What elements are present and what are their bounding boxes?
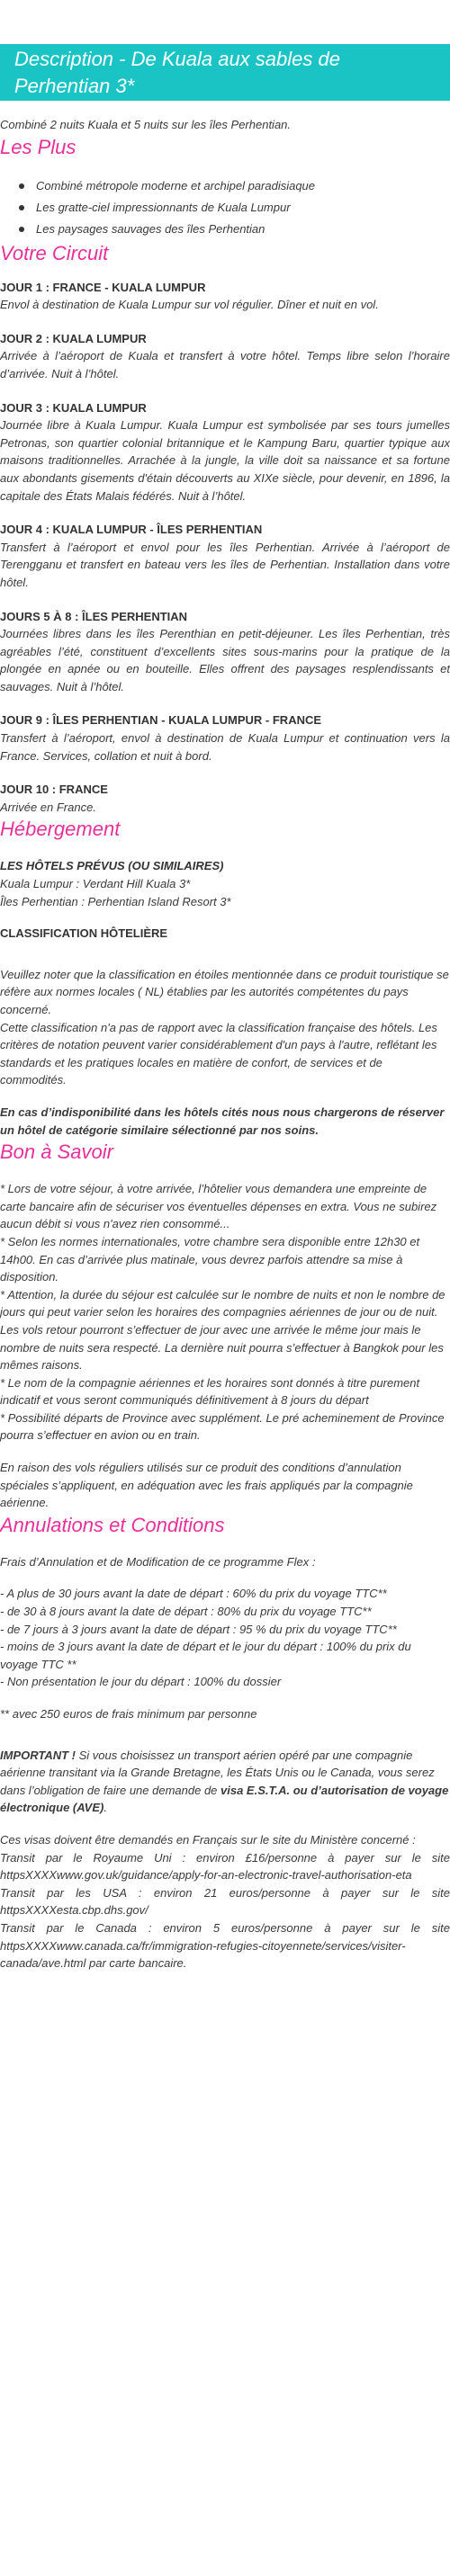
day-block xyxy=(0,711,450,765)
important-note xyxy=(0,1747,450,1817)
list-item: Les gratte-ciel impressionnants de Kuala Lumpur xyxy=(36,197,450,219)
banner-title-line1: Description - De Kuala aux sables de xyxy=(14,47,340,70)
rule-line: - de 30 à 8 jours avant la date de départ : 80% du prix du voyage TTC** xyxy=(0,1605,372,1619)
content xyxy=(0,116,450,1972)
info-line: * Attention, la durée du séjour est calculée sur le nombre de nuits et non le nombre de jours qui peut varier selon les horaires des compagnies aériennes de jour ou de nuit. Les vols retour pourront s’effectuer de jour avec une arrivée le même jour mais le nombre de nuits sera respecté. La dernière nuit pourra s’effectuer à Bangkok pour les mêmes raisons. xyxy=(0,1287,446,1373)
important-end: . xyxy=(104,1801,107,1815)
hotel-kuala: Kuala Lumpur : Verdant Hill Kuala 3* xyxy=(0,877,191,891)
info-line: * Le nom de la compagnie aériennes et les horaires sont donnés à titre purement indicatif et vous seront communiqués définitivement à 8 jours du départ xyxy=(0,1375,420,1408)
section-title-annulations: Annulations et Conditions xyxy=(0,1513,225,1536)
important-text: Si vous choisissez un transport aérien opéré par une compagnie aérienne transitant via la Grande Bretagne, les États Unis ou le Canada, vous serez dans l’obligation de faire une demande de xyxy=(0,1748,435,1797)
visa-usa: Transit par les USA : environ 21 euros/personne à payer sur le site httpsXXXXesta.cbp.dhs.gov/ xyxy=(0,1885,450,1918)
minimum-fee-note: ** avec 250 euros de frais minimum par personne xyxy=(0,1707,257,1721)
hotels-heading: LES HÔTELS PRÉVUS (OU SIMILAIRES) xyxy=(0,859,224,873)
day-block xyxy=(0,330,450,383)
description-banner xyxy=(0,44,450,101)
day-title: JOUR 2 : KUALA LUMPUR xyxy=(0,331,147,345)
day-title: JOUR 10 : FRANCE xyxy=(0,783,108,797)
day-block xyxy=(0,399,450,505)
visa-uk: Transit par le Royaume Uni : environ £16/personne à payer sur le site httpsXXXXwww.gov.uk/guidance/apply-for-an-electronic-travel-authorisation-eta xyxy=(0,1850,450,1883)
day-title: JOUR 4 : KUALA LUMPUR - ÎLES PERHENTIAN xyxy=(0,523,263,537)
classification-paragraph-2: Cette classification n'a pas de rapport avec la classification française des hôtels. Les critères de notation peuvent varier considérablement d'un pays à l'autre, reflétant les standards et les pratiques locales en matière de confort, de services et de commodités. xyxy=(0,1020,437,1087)
unavailability-note: En cas d’indisponibilité dans les hôtels cités nous nous chargerons de réserver un hôtel de catégorie similaire sélectionné par nos soins. xyxy=(0,1105,445,1137)
day-text: Journée libre à Kuala Lumpur. Kuala Lumpur est symbolisée par ses tours jumelles Petronas, son quartier colonial britannique et le Kampung Baru, quartier typique aux maisons traditionnelles. Arrachée à la jungle, la ville doit sa naissance et sa fortune aux abondants gisements d'étain découverts au XIXe siècle, pour devenir, en 1896, la capitale des États Malais fédérés. Nuit à l’hôtel. xyxy=(0,418,450,503)
important-bold: visa E.S.T.A. ou d’autorisation de voyage électronique (AVE) xyxy=(0,1783,449,1815)
section-title-hebergement: Hébergement xyxy=(0,818,121,841)
banner-title-line2: Perhentian 3* xyxy=(14,74,135,97)
plus-list xyxy=(0,175,450,240)
day-block xyxy=(0,279,450,314)
day-title: JOUR 9 : ÎLES PERHENTIAN - KUALA LUMPUR - FRANCE xyxy=(0,713,322,728)
section-title-bon-a-savoir: Bon à Savoir xyxy=(0,1140,113,1164)
hotels-block xyxy=(0,857,450,910)
rule-line: - de 7 jours à 3 jours avant la date de départ : 95 % du prix du voyage TTC** xyxy=(0,1622,397,1636)
important-label: IMPORTANT ! xyxy=(0,1748,76,1762)
bon-a-savoir-closing: En raison des vols réguliers utilisés sur ce produit des conditions d’annulation spéciales s’appliquent, en adéquation avec les frais appliqués par la compagnie aérienne. xyxy=(0,1461,413,1510)
visa-canada: Transit par le Canada : environ 5 euros/personne à payer sur le site httpsXXXXwww.canada.ca/fr/immigration-refugies-citoyennete/services/visiter-canada/ave.html par carte bancaire. xyxy=(0,1920,450,1971)
list-item: Combiné métropole moderne et archipel paradisiaque xyxy=(36,175,450,197)
info-line: * Selon les normes internationales, votre chambre sera disponible entre 12h30 et 14h00. En cas d’arrivée plus matinale, vous devrez parfois attendre sa mise à disposition. xyxy=(0,1234,420,1284)
day-text: Transfert à l’aéroport et envol pour les îles Perhentian. Arrivée à l’aéroport de Terengganu et transfert en bateau vers les îles de Perhentian. Installation dans votre hôtel. xyxy=(0,540,450,589)
day-block xyxy=(0,608,450,696)
visa-intro: Ces visas doivent être demandés en Français sur le site du Ministère concerné : xyxy=(0,1832,416,1847)
section-title-votre-circuit: Votre Circuit xyxy=(0,241,109,264)
day-title: JOURS 5 À 8 : ÎLES PERHENTIAN xyxy=(0,609,188,623)
day-text: Arrivée à l’aéroport de Kuala et transfert à votre hôtel. Temps libre selon l’horaire d’arrivée. Nuit à l’hôtel. xyxy=(0,349,450,380)
page xyxy=(0,44,450,1972)
classification-paragraph-1: Veuillez noter que la classification en étoiles mentionnée dans ce produit touristique se réfère aux normes locales ( NL) établies par les autorités compétentes du pays concerné. xyxy=(0,967,449,1016)
rule-line: - Non présentation le jour du départ : 100% du dossier xyxy=(0,1675,282,1689)
info-line: * Possibilité départs de Province avec supplément. Le pré acheminement de Province pourra s’effectuer en avion ou en train. xyxy=(0,1410,445,1443)
bon-a-savoir-list xyxy=(0,1180,450,1445)
day-text: Arrivée en France. xyxy=(0,800,96,814)
day-text: Journées libres dans les îles Perenthian en petit-déjeuner. Les îles Perhentian, très agréables l’été, constituent d’excellents sites sous-marins pour la pratique de la plongée en apnée ou en bouteille. Elles offrent des paysages resplendissants et sauvages. Nuit à l’hôtel. xyxy=(0,627,450,693)
rule-line: - moins de 3 jours avant la date de départ et le jour du départ : 100% du prix du voyage TTC ** xyxy=(0,1640,411,1671)
day-text: Transfert à l’aéroport, envol à destination de Kuala Lumpur et continuation vers la France. Services, collation et nuit à bord. xyxy=(0,731,450,763)
visa-block xyxy=(0,1831,450,1972)
intro-text: Combiné 2 nuits Kuala et 5 nuits sur les îles Perhentian. xyxy=(0,118,292,131)
day-block xyxy=(0,781,450,816)
classification-heading: CLASSIFICATION HÔTELIÈRE xyxy=(0,926,168,941)
rule-line: - A plus de 30 jours avant la date de départ : 60% du prix du voyage TTC** xyxy=(0,1587,387,1601)
annulation-intro: Frais d’Annulation et de Modification de ce programme Flex : xyxy=(0,1554,316,1569)
section-title-les-plus: Les Plus xyxy=(0,135,76,158)
day-title: JOUR 3 : KUALA LUMPUR xyxy=(0,400,147,415)
annulation-rules xyxy=(0,1585,450,1691)
list-item: Les paysages sauvages des îles Perhentian xyxy=(36,219,450,240)
day-block xyxy=(0,521,450,591)
hotel-perhentian: Îles Perhentian : Perhentian Island Resort 3* xyxy=(0,894,231,908)
day-title: JOUR 1 : FRANCE - KUALA LUMPUR xyxy=(0,280,206,294)
info-line: * Lors de votre séjour, à votre arrivée, l’hôtelier vous demandera une empreinte de carte bancaire afin de sécuriser vos éventuelles dépenses en extra. Vous ne subirez aucun débit si vous n'avez rien consommé... xyxy=(0,1182,437,1231)
day-text: Envol à destination de Kuala Lumpur sur vol régulier. Dîner et nuit en vol. xyxy=(0,298,379,312)
